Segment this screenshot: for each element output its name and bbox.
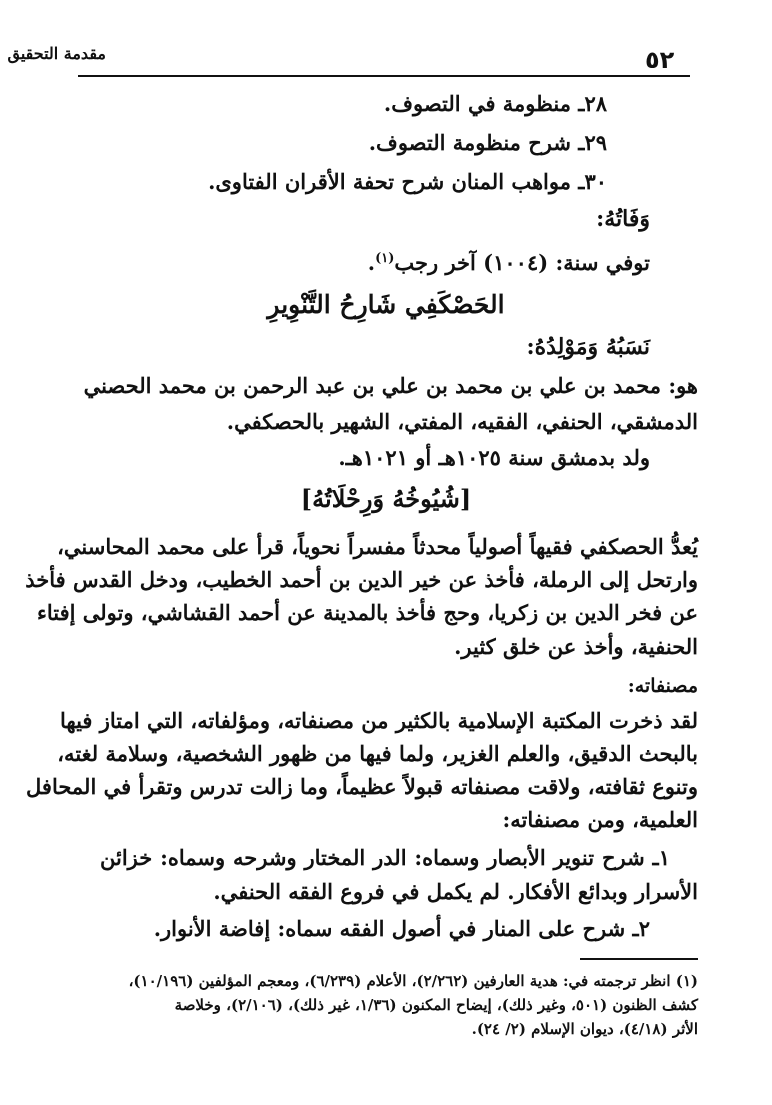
death-sentence: توفي سنة: (١٠٠٤) آخر رجب <box>394 250 650 275</box>
lineage-heading: نَسَبُهُ وَمَوْلِدُهُ: <box>526 334 650 360</box>
works-item-2: ٢ـ شرح على المنار في أصول الفقه سماه: إفاضة الأنوار. <box>153 916 650 941</box>
running-title: مقدمة التحقيق <box>7 44 106 63</box>
shuyukh-heading: [شُيُوخُهُ وَرِحْلَاتُهُ] <box>300 484 472 513</box>
footnote-rule <box>580 958 698 960</box>
list-item-28: ٢٨ـ منظومة في التصوف. <box>383 91 607 116</box>
list-item-30: ٣٠ـ مواهب المنان شرح تحفة الأقران الفتاوى. <box>208 169 607 194</box>
works-line-4: العلمية، ومن مصنفاته: <box>502 807 698 832</box>
works-line-3: وتنوع ثقافته، ولاقت مصنفاته قبولاً عظيماً، وما زالت تدرس وتقرأ في المحافل <box>26 774 698 799</box>
shuyukh-line-2: وارتحل إلى الرملة، فأخذ عن خير الدين بن أحمد الخطيب، ودخل القدس فأخذ <box>25 567 698 592</box>
works-line-1: لقد ذخرت المكتبة الإسلامية بالكثير من مصنفاته، ومؤلفاته، التي امتاز فيها <box>60 708 698 733</box>
lineage-line-2: الدمشقي، الحنفي، الفقيه، المفتي، الشهير بالحصكفي. <box>226 409 698 434</box>
works-line-2: بالبحث الدقيق، والعلم الغزير، ولما فيها من ظهور الشخصية، وسلامة لغته، <box>57 741 698 766</box>
death-text <box>368 245 650 277</box>
header-rule <box>78 75 690 77</box>
shuyukh-line-1: يُعدُّ الحصكفي فقيهاً أصولياً محدثاً مفسراً نحوياً، قرأ على محمد المحاسني، <box>57 534 698 559</box>
lineage-line-1: هو: محمد بن علي بن محمد بن علي بن عبد الرحمن بن محمد الحصني <box>83 373 698 398</box>
footnote-ref: (١) <box>375 251 395 266</box>
footnote-line-3: الأثر (٤/١٨)، ديوان الإسلام (٢/ ٢٤). <box>471 1020 698 1038</box>
shuyukh-line-4: الحنفية، وأخذ عن خلق كثير. <box>454 634 698 659</box>
list-item-29: ٢٩ـ شرح منظومة التصوف. <box>368 130 607 155</box>
works-heading: مصنفاته: <box>627 675 698 697</box>
footnote-line-2: كشف الظنون (٥٠١، وغير ذلك)، إيضاح المكنون (١/٣٦، غير ذلك)، (٢/١٠٦)، وخلاصة <box>174 996 698 1014</box>
death-heading: وَفَاتُهُ: <box>596 206 650 232</box>
works-item-1-line-1: ١ـ شرح تنوير الأبصار وسماه: الدر المختار وشرحه وسماه: خزائن <box>100 845 670 870</box>
shuyukh-line-3: عن فخر الدين بن زكريا، وحج فأخذ بالمدينة عن أحمد القشاشي، وتولى إفتاء <box>36 600 698 625</box>
footnote-line-1: (١) انظر ترجمته في: هدية العارفين (٢/٢٦٢)، الأعلام (٦/٢٣٩)، ومعجم المؤلفين (١٠/١٩٦)، <box>128 972 698 990</box>
page-number: ٥٢ <box>645 46 675 74</box>
section-title: الحَصْكَفِي شَارِحُ التَّنْوِيرِ <box>267 290 505 319</box>
death-end: . <box>367 250 376 275</box>
works-item-1-line-2: الأسرار وبدائع الأفكار. لم يكمل في فروع الفقه الحنفي. <box>213 879 698 904</box>
lineage-line-3: ولد بدمشق سنة ١٠٢٥هـ أو ١٠٢١هـ. <box>338 445 650 470</box>
